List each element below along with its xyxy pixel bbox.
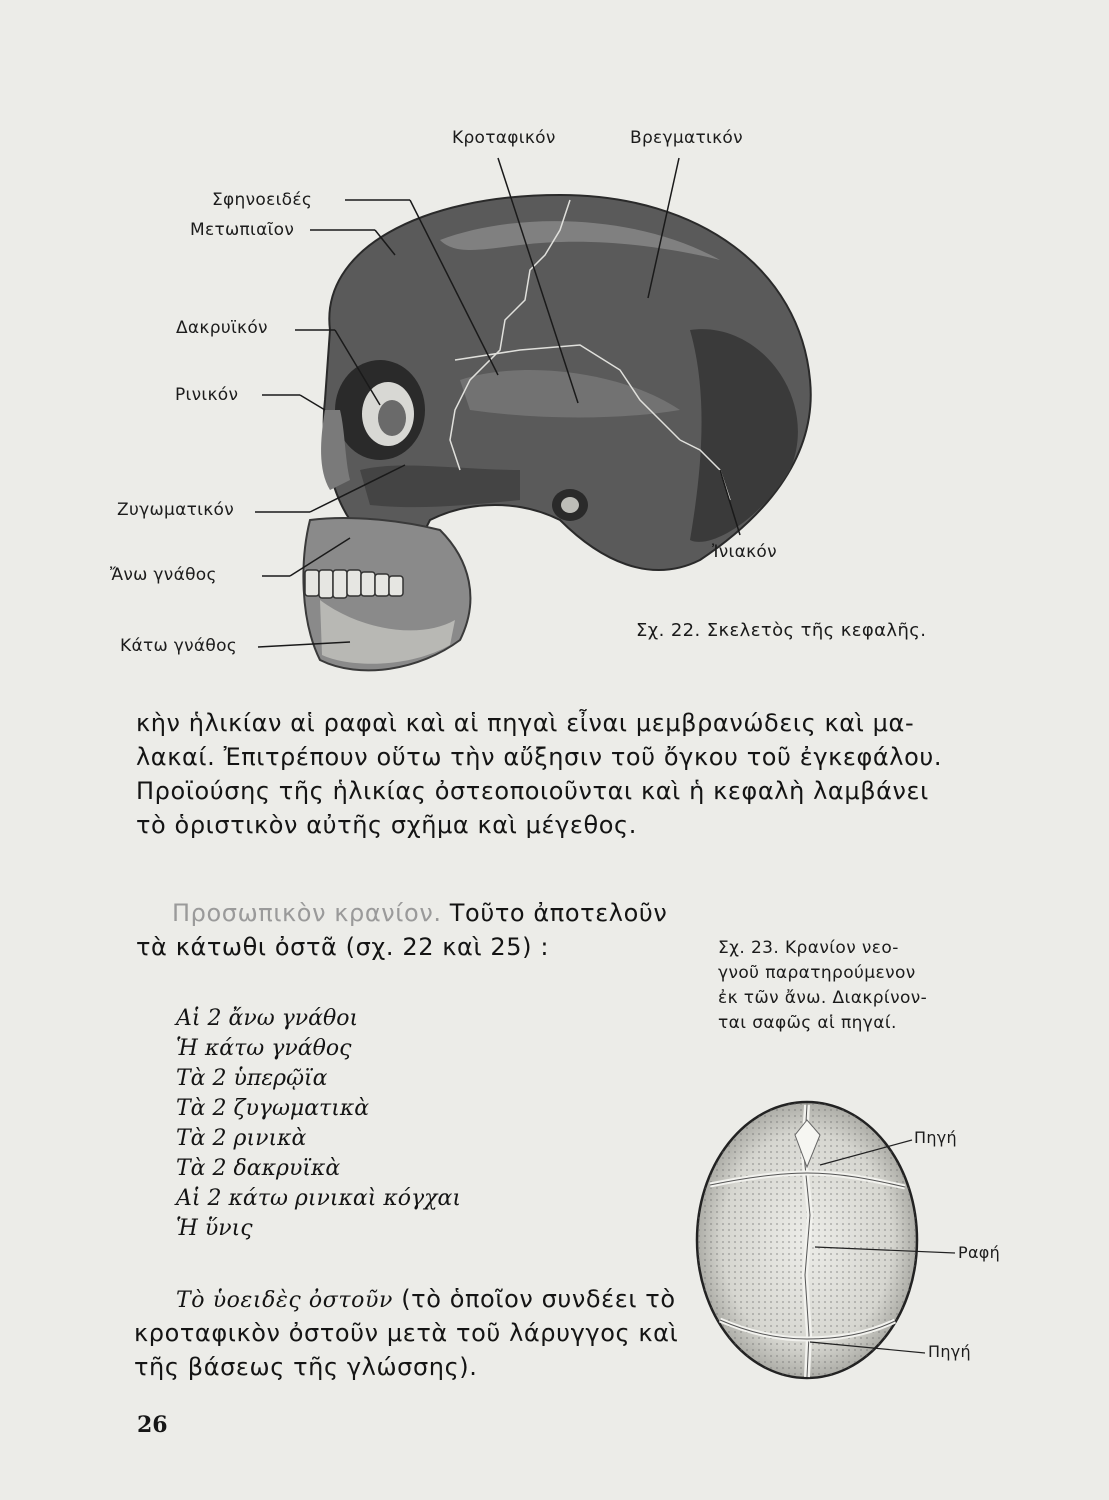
paragraph-1-line: κὴν ἡλικίαν αἱ ραφαὶ καὶ αἱ πηγαὶ εἶναι μεμβρανώδεις καὶ μα- [136, 709, 915, 737]
hyoid-rest: (τὸ ὁποῖον συνδέει τὸ [401, 1285, 676, 1313]
paragraph-1-line: τὸ ὁριστικὸν αὐτῆς σχῆμα καὶ μέγεθος. [136, 811, 637, 839]
bone-list [176, 1004, 461, 1244]
list-item: Ἡ ὕνις [176, 1216, 253, 1241]
label-zygomatikon: Ζυγωματικόν [117, 500, 235, 520]
paragraph-1-line: λακαί. Ἐπιτρέπουν οὕτω τὴν αὔξησιν τοῦ ὄγκου τοῦ ἐγκεφάλου. [136, 743, 943, 771]
list-item: Αἱ 2 κάτω ρινικαὶ κόγχαι [176, 1186, 461, 1211]
label-dakryikon: Δακρυϊκόν [176, 318, 268, 338]
section-heading-line [172, 896, 667, 930]
label-iniakon: Ἰνιακόν [712, 542, 777, 562]
figure-22-caption: Σχ. 22. Σκελετὸς τῆς κεφαλῆς. [636, 620, 927, 641]
hyoid-line-3: τῆς βάσεως τῆς γλώσσης). [134, 1353, 478, 1381]
teeth [305, 570, 403, 598]
paragraph-1-line: Προϊούσης τῆς ἡλικίας ὀστεοποιοῦνται καὶ ἡ κεφαλὴ λαμβάνει [136, 777, 929, 805]
label-pigi-bottom: Πηγή [928, 1342, 971, 1361]
label-rafi: Ραφή [958, 1243, 1001, 1262]
hyoid-line-2: κροταφικὸν ὀστοῦν μετὰ τοῦ λάρυγγος καὶ [134, 1319, 679, 1347]
label-pigi-top: Πηγή [914, 1128, 957, 1147]
hyoid-line-1 [176, 1282, 676, 1318]
hyoid-term: Τὸ ὑοειδὲς ὀστοῦν [176, 1288, 393, 1313]
label-metopiaion: Μετωπιαῖον [190, 220, 295, 240]
list-item: Τὰ 2 ρινικὰ [176, 1126, 307, 1151]
skull-side-view-illustration [0, 0, 1109, 700]
label-krotafikon: Κροταφικόν [452, 128, 556, 148]
label-ano-gnathos: Ἄνω γνάθος [110, 565, 217, 585]
label-rinikon: Ρινικόν [175, 385, 239, 405]
list-item: Τὰ 2 δακρυϊκὰ [176, 1156, 341, 1181]
list-item: Τὰ 2 ὑπερῷϊα [176, 1066, 328, 1091]
list-item: Τὰ 2 ζυγωματικὰ [176, 1096, 370, 1121]
label-kato-gnathos: Κάτω γνάθος [120, 636, 238, 656]
hyoid-line-2-block [134, 1316, 678, 1384]
section-heading: Προσωπικὸν κρανίον. [172, 899, 442, 927]
newborn-skull-top-view-illustration [690, 1095, 1090, 1395]
label-bregmatikon: Βρεγματικόν [630, 128, 743, 148]
list-item: Ἡ κάτω γνάθος [176, 1036, 352, 1061]
caption-line: ται σαφῶς αἱ πηγαί. [718, 1013, 897, 1033]
list-item: Αἱ 2 ἄνω γνάθοι [176, 1006, 359, 1031]
caption-line: Σχ. 23. Κρανίον νεο- [718, 938, 899, 958]
label-sfenoeides: Σφηνοειδές [212, 190, 313, 210]
caption-line: ἐκ τῶν ἄνω. Διακρίνον- [718, 988, 928, 1008]
section-intro-text: τὰ κάτωθι ὀστᾶ (σχ. 22 καὶ 25) : [136, 933, 550, 961]
page-number: 26 [137, 1412, 168, 1438]
figure-23-caption [718, 936, 927, 1036]
paragraph-1 [136, 706, 942, 842]
section-intro-line-2 [136, 930, 549, 964]
section-intro: Τοῦτο ἀποτελοῦν [449, 899, 668, 927]
caption-line: γνοῦ παρατηρούμενον [718, 963, 916, 983]
